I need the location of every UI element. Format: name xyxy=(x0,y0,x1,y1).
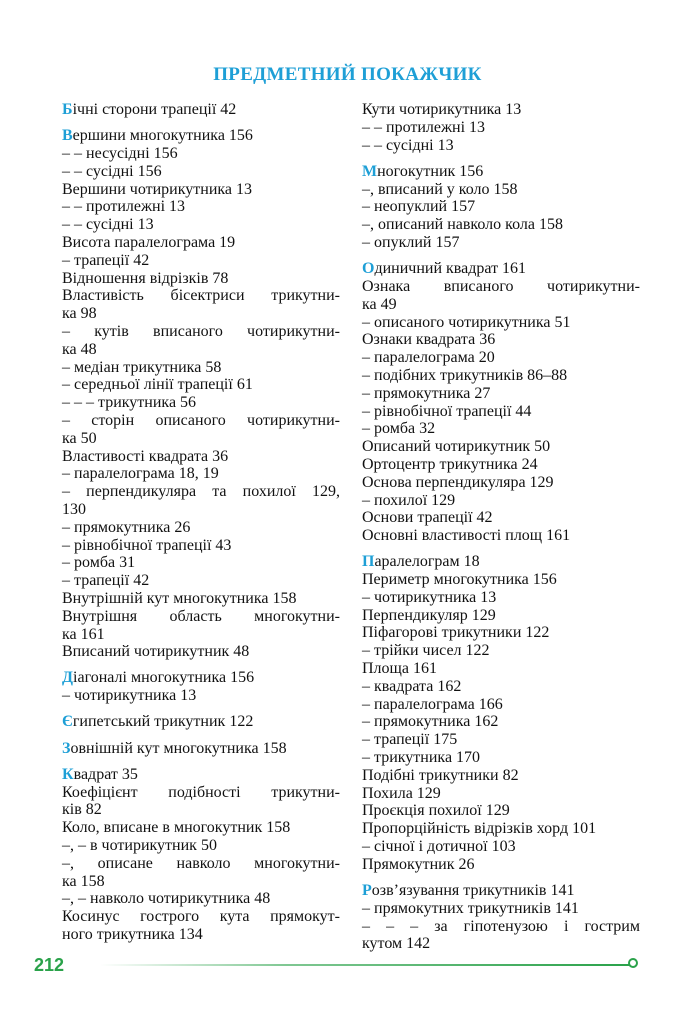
section-initial-letter: Д xyxy=(62,669,74,687)
index-entry xyxy=(362,802,640,820)
index-entry-text: ків 82 xyxy=(62,801,102,819)
group-gap xyxy=(362,252,640,260)
index-entry xyxy=(62,890,340,908)
index-entry xyxy=(362,749,640,767)
index-entry-text: – чотирикутника 13 xyxy=(362,588,497,606)
index-entry xyxy=(62,766,340,784)
index-entry xyxy=(62,483,340,501)
index-entry xyxy=(362,438,640,456)
index-entry xyxy=(362,571,640,589)
index-entry xyxy=(362,420,640,438)
index-entry xyxy=(362,509,640,527)
index-entry xyxy=(62,287,340,305)
index-entry-text: –, вписаний у коло 158 xyxy=(362,180,518,198)
section-initial-letter: З xyxy=(62,739,71,757)
index-entry xyxy=(362,234,640,252)
index-entry xyxy=(362,900,640,918)
index-entry xyxy=(362,314,640,332)
index-entry xyxy=(62,394,340,412)
index-entry-text: Прямокутник 26 xyxy=(362,855,475,873)
index-entry xyxy=(62,323,340,341)
index-entry xyxy=(362,660,640,678)
index-entry-text: Вписаний чотирикутник 48 xyxy=(62,643,250,661)
section-initial-letter: О xyxy=(362,260,375,278)
index-entry xyxy=(62,740,340,758)
index-entry-text: аралелограм 18 xyxy=(374,553,480,571)
index-entry xyxy=(62,590,340,608)
index-entry xyxy=(62,908,340,926)
index-entry xyxy=(62,101,340,119)
index-column-right xyxy=(362,101,640,953)
index-entry-text: – – – трикутника 56 xyxy=(62,394,197,412)
index-entry xyxy=(362,882,640,900)
index-entry-text: Основи трапеції 42 xyxy=(362,509,493,527)
index-entry-text: – перпендикуляра та похилої 129, xyxy=(62,483,340,501)
index-entry-text: – – протилежні 13 xyxy=(362,118,486,136)
index-entry-text: ного трикутника 134 xyxy=(62,926,203,944)
index-entry-text: – кутів вписаного чотирикутни- xyxy=(62,322,340,340)
index-entry xyxy=(62,448,340,466)
index-entry xyxy=(362,856,640,874)
index-entry-text: Вершини чотирикутника 13 xyxy=(62,180,253,198)
group-gap xyxy=(362,874,640,882)
index-entry-text: –, описане навколо многокутни- xyxy=(62,854,340,872)
index-entry-text: Подібні трикутники 82 xyxy=(362,766,519,784)
index-entry xyxy=(62,572,340,590)
index-entry xyxy=(362,474,640,492)
index-entry-text: – ромба 32 xyxy=(362,420,436,438)
index-entry xyxy=(62,669,340,687)
index-entry xyxy=(362,731,640,749)
index-entry xyxy=(362,101,640,119)
footer-rule xyxy=(100,964,630,966)
index-entry-text: Кути чотирикутника 13 xyxy=(362,101,522,118)
index-entry xyxy=(362,198,640,216)
index-entry-text: ногокутник 156 xyxy=(377,162,484,180)
index-entry-text: –, – навколо чотирикутника 48 xyxy=(62,890,271,908)
index-entry-text: – січної і дотичної 103 xyxy=(362,838,516,856)
index-entry-text: ка 161 xyxy=(62,625,105,643)
index-entry xyxy=(62,163,340,181)
index-entry-text: Основні властивості площ 161 xyxy=(362,527,571,545)
section-initial-letter: П xyxy=(362,553,375,571)
index-entry xyxy=(362,527,640,545)
index-column-left xyxy=(62,101,340,944)
index-entry xyxy=(62,252,340,270)
index-entry xyxy=(62,412,340,430)
index-entry-text: вадрат 35 xyxy=(73,765,138,783)
index-entry xyxy=(362,119,640,137)
index-entry-text: – трапеції 42 xyxy=(62,251,150,269)
index-entry-text: – – сусідні 13 xyxy=(62,216,154,234)
index-entry-text: диничний квадрат 161 xyxy=(374,260,527,278)
index-entry xyxy=(62,855,340,873)
group-gap xyxy=(62,661,340,669)
index-entry-text: – трапеції 42 xyxy=(62,572,150,590)
index-entry-text: Описаний чотирикутник 50 xyxy=(362,438,551,456)
index-entry-text: – сторін описаного чотирикутни- xyxy=(62,411,340,429)
index-entry xyxy=(362,935,640,953)
index-entry xyxy=(362,163,640,181)
index-entry xyxy=(362,713,640,731)
group-gap xyxy=(62,731,340,739)
index-entry xyxy=(362,260,640,278)
index-entry-text: Коло, вписане в многокутник 158 xyxy=(62,819,291,837)
index-entry-text: – трапеції 175 xyxy=(362,731,458,749)
index-entry-text: –, – в чотирикутник 50 xyxy=(62,837,217,855)
index-entry-text: озв’язування трикутників 141 xyxy=(371,882,575,900)
group-gap xyxy=(62,119,340,127)
index-entry-text: Ортоцентр трикутника 24 xyxy=(362,455,538,473)
index-entry xyxy=(62,687,340,705)
index-entry-text: – рівнобічної трапеції 43 xyxy=(62,536,232,554)
index-entry-text: Внутрішній кут многокутника 158 xyxy=(62,589,297,607)
index-entry xyxy=(362,820,640,838)
index-entry-text: овнішній кут многокутника 158 xyxy=(70,739,287,757)
index-entry xyxy=(62,359,340,377)
index-entry-text: – ромба 31 xyxy=(62,554,136,572)
section-initial-letter: Є xyxy=(62,713,73,731)
index-entry xyxy=(362,678,640,696)
index-entry-text: ка 50 xyxy=(62,429,97,447)
index-entry-text: – паралелограма 166 xyxy=(362,695,503,713)
index-entry-text: – рівнобічної трапеції 44 xyxy=(362,402,532,420)
index-entry-text: ка 49 xyxy=(362,295,397,313)
index-entry-text: – прямокутних трикутників 141 xyxy=(362,899,579,917)
index-entry-text: кутом 142 xyxy=(362,935,431,953)
index-entry xyxy=(62,181,340,199)
index-entry xyxy=(62,626,340,644)
page-number: 212 xyxy=(34,955,65,975)
index-entry xyxy=(362,278,640,296)
index-entry xyxy=(62,837,340,855)
index-entry-text: Властивості квадрата 36 xyxy=(62,447,229,465)
index-entry-text: Ознака вписаного чотирикутни- xyxy=(362,277,640,295)
section-initial-letter: Б xyxy=(62,101,73,118)
index-entry xyxy=(62,430,340,448)
index-entry xyxy=(362,589,640,607)
index-entry-text: ершини многокутника 156 xyxy=(72,127,253,145)
index-entry xyxy=(362,785,640,803)
index-entry-text: – похилої 129 xyxy=(362,491,456,509)
index-entry-text: Периметр многокутника 156 xyxy=(362,571,557,589)
index-entry-text: – – сусідні 13 xyxy=(362,136,454,154)
index-entry xyxy=(362,918,640,936)
index-entry-text: – – протилежні 13 xyxy=(62,198,186,216)
index-entry-text: – середньої лінії трапеції 61 xyxy=(62,376,253,394)
index-entry xyxy=(62,784,340,802)
index-entry-text: – прямокутника 27 xyxy=(362,384,491,402)
index-entry-text: Піфагорові трикутники 122 xyxy=(362,624,550,642)
index-entry xyxy=(62,519,340,537)
group-gap xyxy=(62,705,340,713)
index-entry-text: Коефіцієнт подібності трикутни- xyxy=(62,783,340,801)
index-entry xyxy=(362,767,640,785)
index-entry-text: ічні сторони трапеції 42 xyxy=(72,101,237,118)
index-entry-text: ка 98 xyxy=(62,305,97,323)
index-entry xyxy=(62,216,340,234)
index-entry-text: Властивість бісектриси трикутни- xyxy=(62,287,340,305)
index-entry xyxy=(362,624,640,642)
section-initial-letter: К xyxy=(62,765,74,783)
index-entry-text: – паралелограма 20 xyxy=(362,349,495,367)
index-entry-text: ка 48 xyxy=(62,340,97,358)
index-entry xyxy=(62,127,340,145)
index-entry-text: – квадрата 162 xyxy=(362,677,462,695)
index-entry-text: Внутрішня область многокутни- xyxy=(62,607,340,625)
index-entry xyxy=(62,145,340,163)
index-entry-text: – описаного чотирикутника 51 xyxy=(362,313,571,331)
index-entry-text: – паралелограма 18, 19 xyxy=(62,465,219,483)
index-entry xyxy=(362,607,640,625)
index-entry xyxy=(362,181,640,199)
index-entry xyxy=(62,198,340,216)
index-entry xyxy=(62,234,340,252)
group-gap xyxy=(62,757,340,765)
index-entry xyxy=(62,873,340,891)
index-entry xyxy=(62,465,340,483)
index-entry xyxy=(62,643,340,661)
index-entry-text: – трикутника 170 xyxy=(362,749,481,767)
index-entry xyxy=(62,376,340,394)
index-entry-text: – прямокутника 162 xyxy=(362,713,499,731)
index-entry-text: – – – за гіпотенузою і гострим xyxy=(362,917,640,935)
index-entry-text: –, описаний навколо кола 158 xyxy=(362,216,563,234)
index-entry xyxy=(362,331,640,349)
index-entry xyxy=(62,608,340,626)
index-entry-text: – – несусідні 156 xyxy=(62,144,178,162)
index-entry-text: Ознаки квадрата 36 xyxy=(362,331,496,349)
index-entry-text: Похила 129 xyxy=(362,784,441,802)
index-entry-text: 130 xyxy=(62,500,86,518)
index-entry xyxy=(362,367,640,385)
group-gap xyxy=(362,545,640,553)
index-entry xyxy=(362,553,640,571)
index-entry xyxy=(62,305,340,323)
index-entry xyxy=(362,403,640,421)
index-entry-text: – подібних трикутників 86–88 xyxy=(362,366,568,384)
index-entry xyxy=(62,537,340,555)
index-entry xyxy=(62,270,340,288)
section-initial-letter: М xyxy=(362,162,378,180)
index-entry xyxy=(62,501,340,519)
index-entry-text: Перпендикуляр 129 xyxy=(362,606,496,624)
index-entry xyxy=(362,216,640,234)
section-initial-letter: Р xyxy=(362,882,372,900)
index-entry-text: Висота паралелограма 19 xyxy=(62,233,236,251)
section-initial-letter: В xyxy=(62,127,73,145)
index-entry xyxy=(362,137,640,155)
index-entry-text: Відношення відрізків 78 xyxy=(62,269,229,287)
index-entry-text: – прямокутника 26 xyxy=(62,518,191,536)
index-entry-text: іагоналі многокутника 156 xyxy=(73,669,255,687)
index-entry xyxy=(62,819,340,837)
footer-circle-icon xyxy=(628,958,638,968)
index-entry-text: – медіан трикутника 58 xyxy=(62,358,222,376)
index-entry-text: Косинус гострого кута прямокут- xyxy=(62,908,340,926)
index-entry xyxy=(362,456,640,474)
index-entry-text: – неопуклий 157 xyxy=(362,198,476,216)
index-entry xyxy=(362,838,640,856)
index-entry-text: – – сусідні 156 xyxy=(62,162,162,180)
index-entry xyxy=(62,926,340,944)
index-entry xyxy=(362,696,640,714)
index-entry-text: – чотирикутника 13 xyxy=(62,687,197,705)
index-entry xyxy=(62,554,340,572)
index-entry-text: ка 158 xyxy=(62,872,105,890)
index-entry-text: – трійки чисел 122 xyxy=(362,642,490,660)
index-entry-text: Площа 161 xyxy=(362,660,437,678)
index-entry xyxy=(362,385,640,403)
index-entry xyxy=(362,642,640,660)
index-entry-text: Проєкція похилої 129 xyxy=(362,802,510,820)
index-entry xyxy=(362,296,640,314)
page-title: ПРЕДМЕТНИЙ ПОКАЖЧИК xyxy=(213,64,482,85)
index-entry-text: Пропорційність відрізків хорд 101 xyxy=(362,820,597,838)
group-gap xyxy=(362,154,640,162)
index-entry-text: – опуклий 157 xyxy=(362,233,460,251)
index-entry-text: гипетський трикутник 122 xyxy=(72,713,254,731)
index-entry xyxy=(62,341,340,359)
index-entry xyxy=(362,492,640,510)
index-entry xyxy=(62,713,340,731)
index-entry-text: Основа перпендикуляра 129 xyxy=(362,473,554,491)
index-entry xyxy=(62,801,340,819)
index-entry xyxy=(362,349,640,367)
